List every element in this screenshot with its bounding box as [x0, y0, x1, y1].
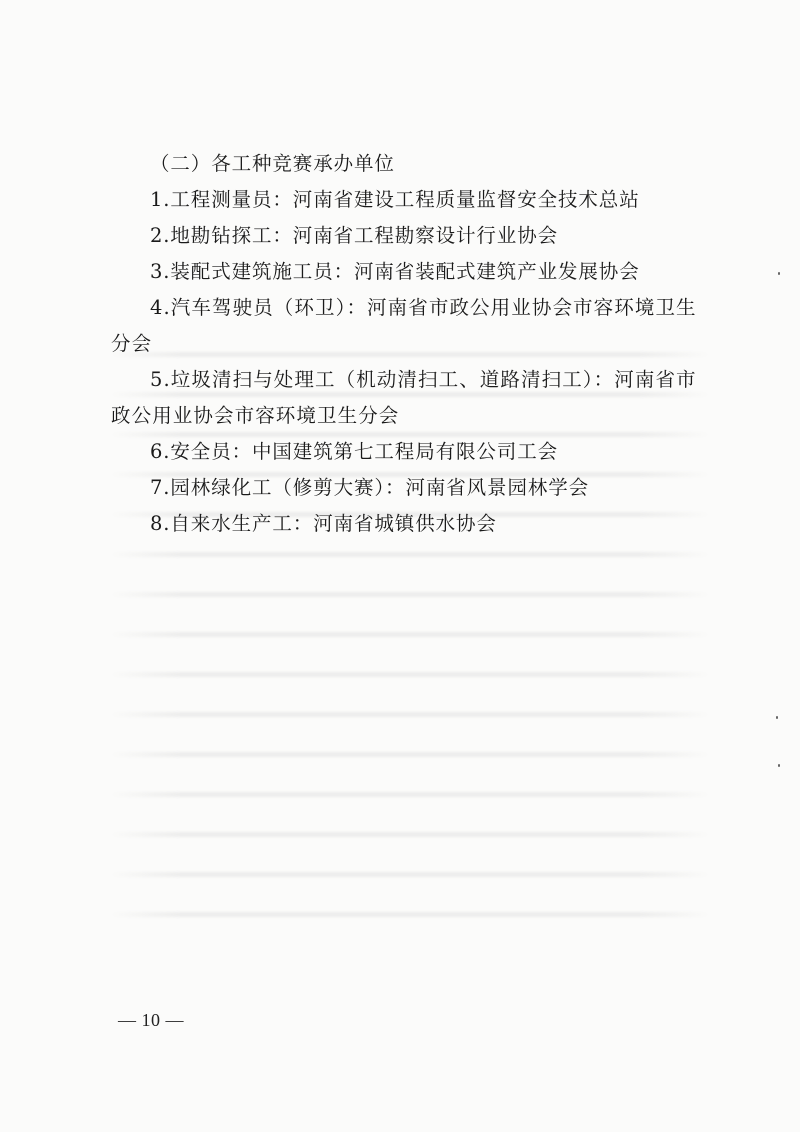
list-item: 5.垃圾清扫与处理工（机动清扫工、道路清扫工）：河南省市政公用业协会市容环境卫生分会: [111, 368, 697, 427]
list-item: 7.园林绿化工（修剪大赛）：河南省风景园林学会: [150, 476, 590, 499]
list-item: 3.装配式建筑施工员：河南省装配式建筑产业发展协会: [150, 260, 640, 283]
page-number: — 10 —: [118, 1010, 184, 1030]
scan-speck: [776, 716, 778, 719]
list-item: 1.工程测量员：河南省建设工程质量监督安全技术总站: [150, 188, 640, 211]
list-item: 4.汽车驾驶员（环卫）：河南省市政公用业协会市容环境卫生分会: [111, 296, 697, 355]
scan-speck: [778, 764, 780, 767]
list-item: 8.自来水生产工：河南省城镇供水协会: [150, 512, 497, 535]
scan-speck: [778, 272, 780, 275]
document-body: [111, 146, 701, 542]
section-heading: （二）各工种竞赛承办单位: [150, 152, 395, 175]
list-item: 6.安全员：中国建筑第七工程局有限公司工会: [150, 440, 559, 463]
list-item: 2.地勘钻探工：河南省工程勘察设计行业协会: [150, 224, 559, 247]
